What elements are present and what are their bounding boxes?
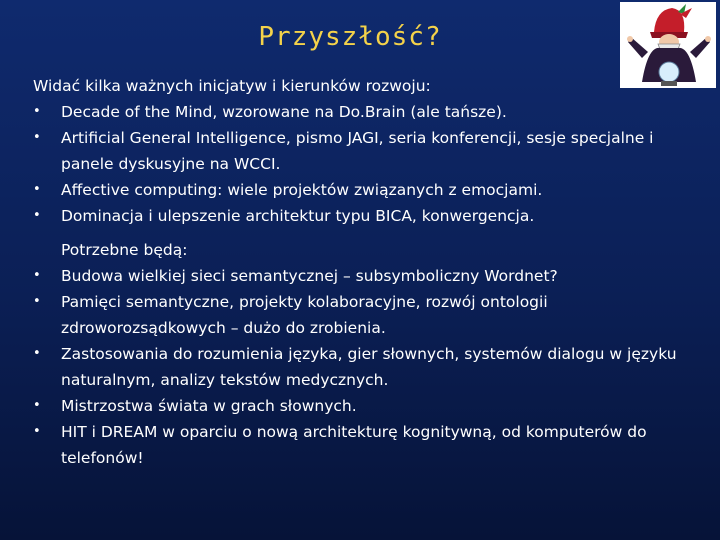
needed-label: Potrzebne będą: xyxy=(61,241,188,259)
bullet-marker: • xyxy=(33,398,41,413)
slide-body xyxy=(33,73,709,471)
bullet-marker: • xyxy=(33,268,41,283)
bullet-marker: • xyxy=(33,182,41,197)
list-item: • Decade of the Mind, wzorowane na Do.Brain (ale tańsze). xyxy=(33,99,709,125)
list-item: • Mistrzostwa świata w grach słownych. xyxy=(33,393,709,419)
intro-text: Widać kilka ważnych inicjatyw i kierunków rozwoju: xyxy=(33,77,431,95)
initiatives-list xyxy=(33,99,709,229)
list-item: • Budowa wielkiej sieci semantycznej – subsymboliczny Wordnet? xyxy=(33,263,709,289)
list-item: • HIT i DREAM w oparciu o nową architekturę kognitywną, od komputerów do telefonów! xyxy=(33,419,709,471)
bullet-marker: • xyxy=(33,104,41,119)
bullet-marker: • xyxy=(33,424,41,439)
slide-title: Przyszłość? xyxy=(258,22,442,52)
list-item: • Affective computing: wiele projektów związanych z emocjami. xyxy=(33,177,709,203)
list-item: • Artificial General Intelligence, pismo JAGI, seria konferencji, sesje specjalne i panele dyskusyjne na WCCI. xyxy=(33,125,709,177)
list-item: • Dominacja i ulepszenie architektur typu BICA, konwergencja. xyxy=(33,203,709,229)
needs-list xyxy=(33,263,709,471)
bullet-marker: • xyxy=(33,130,41,145)
bullet-marker: • xyxy=(33,208,41,223)
list-item: • Pamięci semantyczne, projekty kolaboracyjne, rozwój ontologii zdroworozsądkowych – dużo do zrobienia. xyxy=(33,289,709,341)
bullet-marker: • xyxy=(33,346,41,361)
bullet-marker: • xyxy=(33,294,41,309)
list-item: • Zastosowania do rozumienia języka, gier słownych, systemów dialogu w języku naturalnym, analizy tekstów medycznych. xyxy=(33,341,709,393)
